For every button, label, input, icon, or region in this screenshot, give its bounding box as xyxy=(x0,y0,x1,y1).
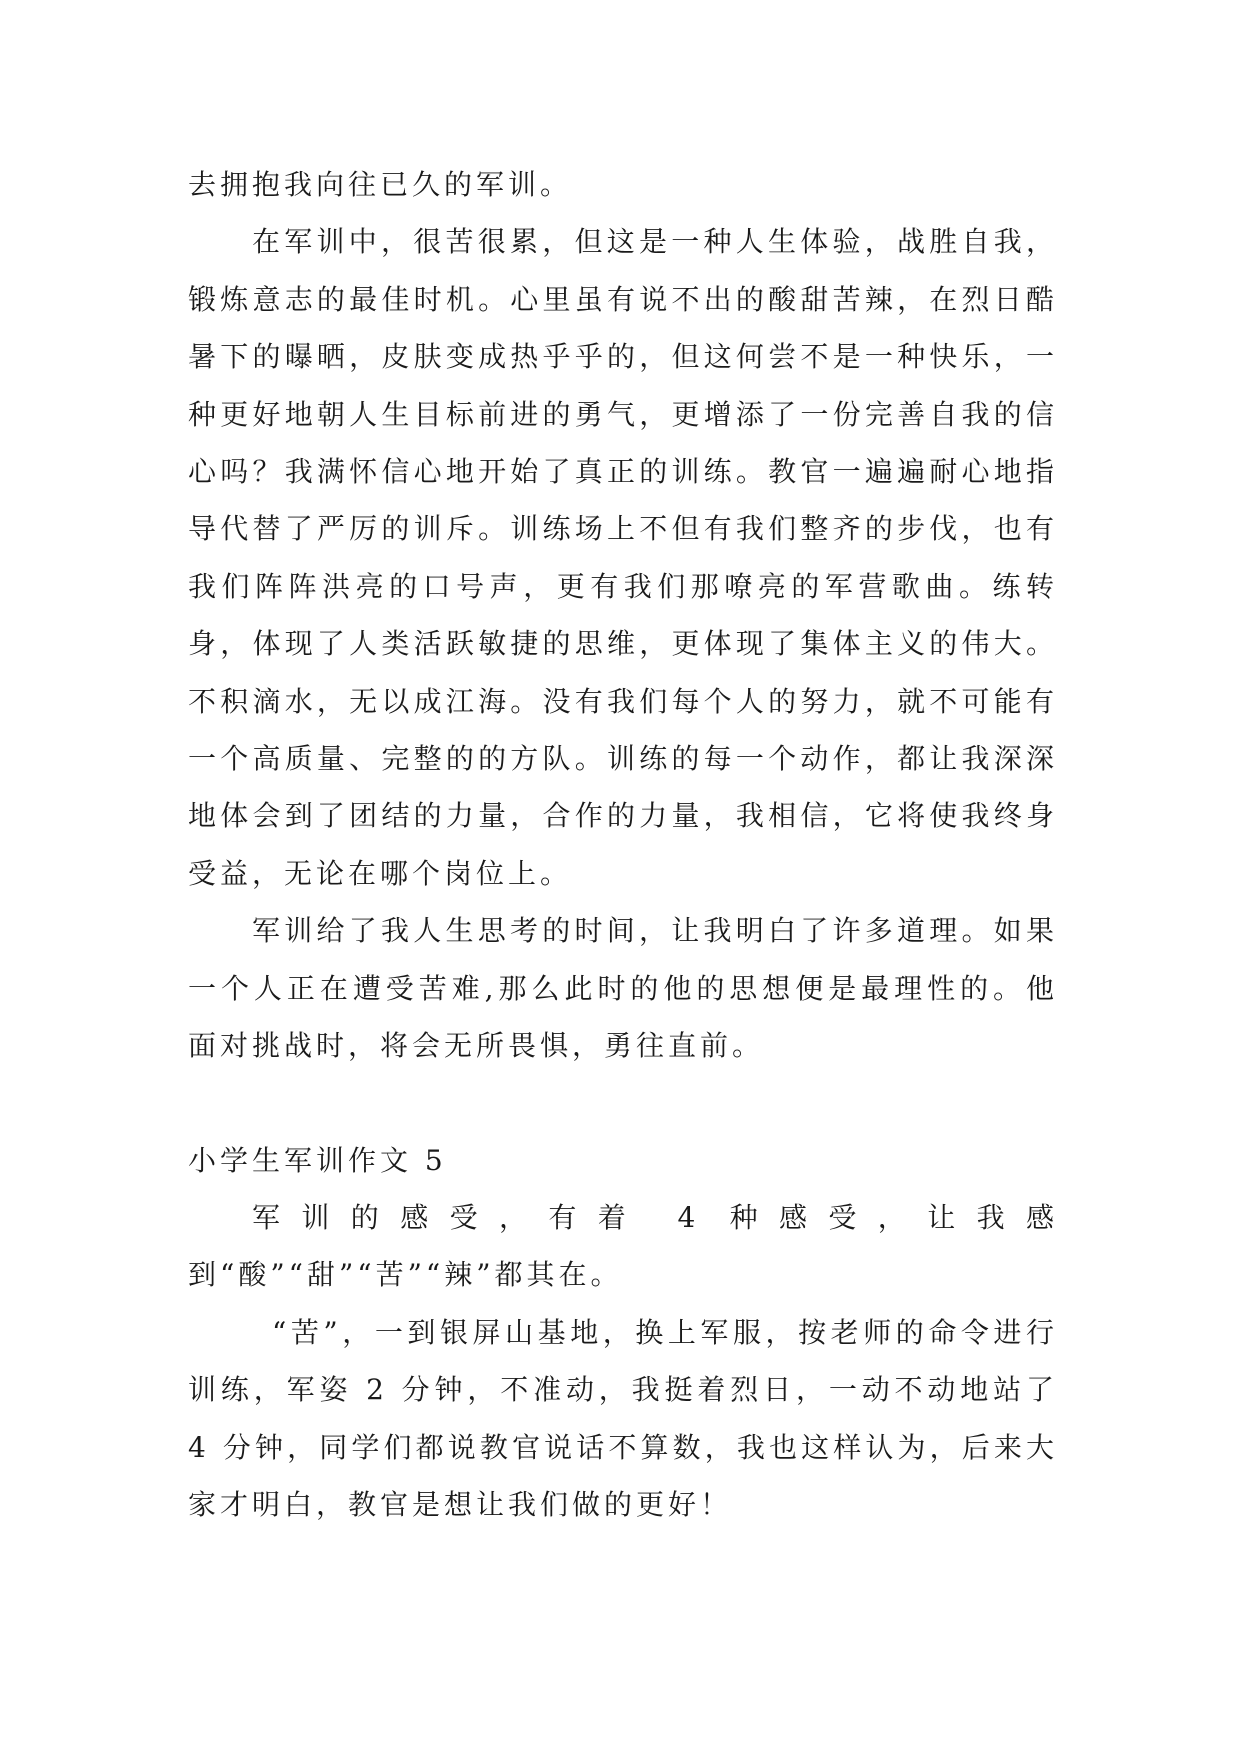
section-title: 小学生军训作文 5 xyxy=(188,1143,447,1177)
paragraph-training-experience: 在军训中，很苦很累，但这是一种人生体验，战胜自我，锻炼意志的最佳时机。心里虽有说不出的酸甜苦辣，在烈日酷暑下的曝晒，皮肤变成热乎乎的，但这何尝不是一种快乐，一种更好地朝人生目标前进的勇气，更增添了一份完善自我的信心吗？我满怀信心地开始了真正的训练。教官一遍遍耐心地指导代替了严厉的训斥。训练场上不但有我们整齐的步伐，也有我们阵阵洪亮的口号声，更有我们那嘹亮的军营歌曲。练转身，体现了人类活跃敏捷的思维，更体现了集体主义的伟大。不积滴水，无以成江海。没有我们每个人的努力，就不可能有一个高质量、完整的的方队。训练的每一个动作，都让我深深地体会到了团结的力量，合作的力量，我相信，它将使我终身受益，无论在哪个岗位上。 xyxy=(188,225,1058,890)
paragraph-bitter: “苦”，一到银屏山基地，换上军服，按老师的命令进行训练，军姿 2 分钟，不准动，我挺着烈日，一动不动地站了 4 分钟，同学们都说教官说话不算数，我也这样认为，后来大家才明白，教官是想让我们做的更好！ xyxy=(188,1315,1058,1521)
document-body xyxy=(188,156,1058,1533)
paragraph-continued: 去拥抱我向往已久的军训。 xyxy=(188,168,573,201)
paragraph-reflection: 军训给了我人生思考的时间，让我明白了许多道理。如果一个人正在遭受苦难,那么此时的他的思想便是最理性的。他面对挑战时，将会无所畏惧，勇往直前。 xyxy=(188,914,1058,1063)
paragraph-four-feelings: 军训的感受，有着 4 种感受，让我感到“酸”“甜”“苦”“辣”都其在。 xyxy=(188,1200,1058,1292)
section-spacer xyxy=(188,1075,1058,1132)
